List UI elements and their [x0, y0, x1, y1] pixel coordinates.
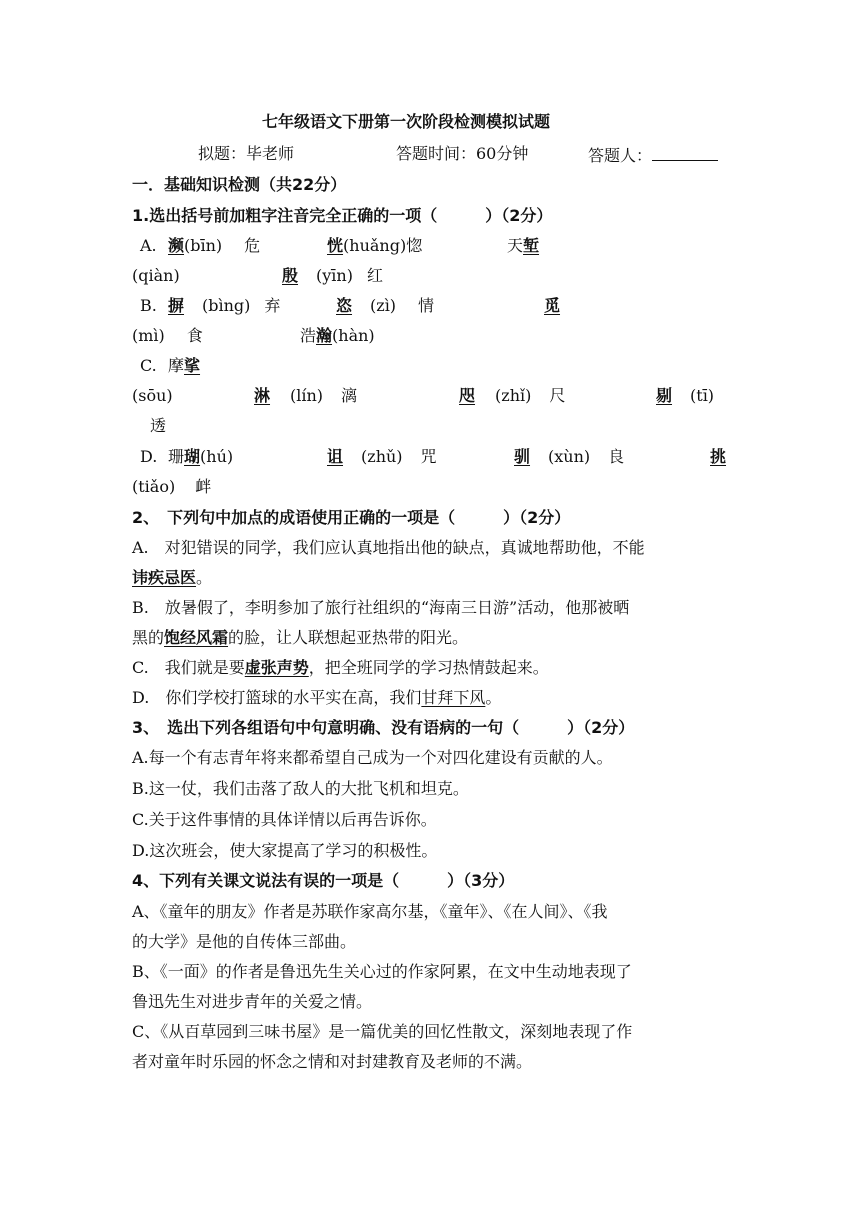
q1-d-item4: 挑	[710, 447, 727, 466]
q2-b-idiom: 饱经风霜	[164, 628, 229, 647]
q2-stem: 2、 下列句中加点的成语使用正确的一项是（ ）（2分）	[132, 508, 571, 527]
q2-a-idiom: 讳疾忌医	[132, 568, 197, 587]
q1-c-item4: 剔 (tī)	[656, 386, 715, 405]
q1-a-item4: 殷 (yīn) 红	[282, 266, 383, 285]
q2-option-a-cont: 讳疾忌医。	[132, 568, 213, 587]
q1-d-item3: 驯 (xùn) 良	[514, 447, 625, 466]
q2-d-idiom: 甘拜下风	[421, 688, 486, 707]
q4-option-a-cont: 的大学》是他的自传体三部曲。	[132, 932, 357, 951]
q1-b-item3-pinyin: (mì) 食	[132, 326, 203, 345]
q3-option-c: C.关于这件事情的具体详情以后再告诉你。	[132, 810, 437, 829]
q1-a-item3-pinyin: (qiàn)	[132, 266, 180, 285]
q1-c-item1-pinyin: (sōu)	[132, 386, 173, 405]
q3-stem: 3、 选出下列各组语句中句意明确、没有语病的一句（ ）（2分）	[132, 718, 635, 737]
q3-option-a: A.每一个有志青年将来都希望自己成为一个对四化建设有贡献的人。	[132, 748, 613, 767]
q1-a-item2: 恍(huǎng)惚	[327, 236, 423, 255]
q1-b-item3: 觅	[544, 296, 561, 315]
q2-option-a: A. 对犯错误的同学，我们应认真地指出他的缺点，真诚地帮助他，不能	[132, 538, 645, 557]
q2-option-b: B. 放暑假了，李明参加了旅行社组织的“海南三日游”活动，他那被晒	[132, 598, 630, 617]
answerer-blank[interactable]	[652, 144, 718, 161]
page-title: 七年级语文下册第一次阶段检测模拟试题	[262, 112, 551, 131]
answerer-label	[588, 144, 718, 166]
section-heading: 一．基础知识检测（共22分）	[132, 175, 347, 194]
q4-option-b-cont: 鲁迅先生对进步青年的关爱之情。	[132, 992, 373, 1011]
q1-c-item1: 摩挲	[168, 356, 201, 375]
q3-option-d: D.这次班会，使大家提高了学习的积极性。	[132, 841, 438, 860]
q1-option-d-label: D.	[140, 447, 158, 466]
q4-option-c-cont: 者对童年时乐园的怀念之情和对封建教育及老师的不满。	[132, 1052, 533, 1071]
q1-a-item1: 濒(bīn) 危	[168, 236, 261, 255]
q1-c-item4-tail: 透	[150, 416, 167, 435]
q1-b-item4: 浩瀚(hàn)	[300, 326, 375, 345]
q1-b-item1: 摒 (bìng) 弃	[168, 296, 281, 315]
q1-c-item2: 淋 (lín) 漓	[254, 386, 358, 405]
time-label: 答题时间：60分钟	[396, 144, 529, 163]
q1-option-c-label: C.	[140, 356, 157, 375]
q1-a-item3: 天堑	[507, 236, 540, 255]
q4-stem: 4、下列有关课文说法有误的一项是（ ）（3分）	[132, 871, 515, 890]
q4-option-c: C、《从百草园到三味书屋》是一篇优美的回忆性散文，深刻地表现了作	[132, 1022, 633, 1041]
q1-d-item2: 诅 (zhǔ) 咒	[327, 447, 437, 466]
q2-c-idiom: 虚张声势	[244, 658, 309, 677]
q1-stem: 1.选出括号前加粗字注音完全正确的一项（ ）（2分）	[132, 206, 553, 225]
q3-option-b: B.这一仗，我们击落了敌人的大批飞机和坦克。	[132, 779, 469, 798]
q2-option-b-cont: 黑的饱经风霜的脸，让人联想起亚热带的阳光。	[132, 628, 469, 647]
q2-option-d: D. 你们学校打篮球的水平实在高，我们甘拜下风。	[132, 688, 502, 707]
q1-b-item2: 恣 (zì) 情	[336, 296, 435, 315]
q2-option-c: C. 我们就是要虚张声势，把全班同学的学习热情鼓起来。	[132, 658, 549, 677]
q1-d-item1: 珊瑚(hú)	[168, 447, 234, 466]
q4-option-a: A、《童年的朋友》作者是苏联作家高尔基，《童年》、《在人间》、《我	[132, 902, 608, 921]
answerer-text: 答题人：	[588, 146, 653, 165]
q1-option-b-label: B.	[140, 296, 157, 315]
q4-option-b: B、《一面》的作者是鲁迅先生关心过的作家阿累，在文中生动地表现了	[132, 962, 632, 981]
q1-c-item3: 咫 (zhǐ) 尺	[459, 386, 566, 405]
q1-d-item4-tail: (tiǎo) 衅	[132, 477, 212, 496]
author-label: 拟题：毕老师	[198, 144, 295, 163]
q1-option-a-label: A.	[140, 236, 157, 255]
